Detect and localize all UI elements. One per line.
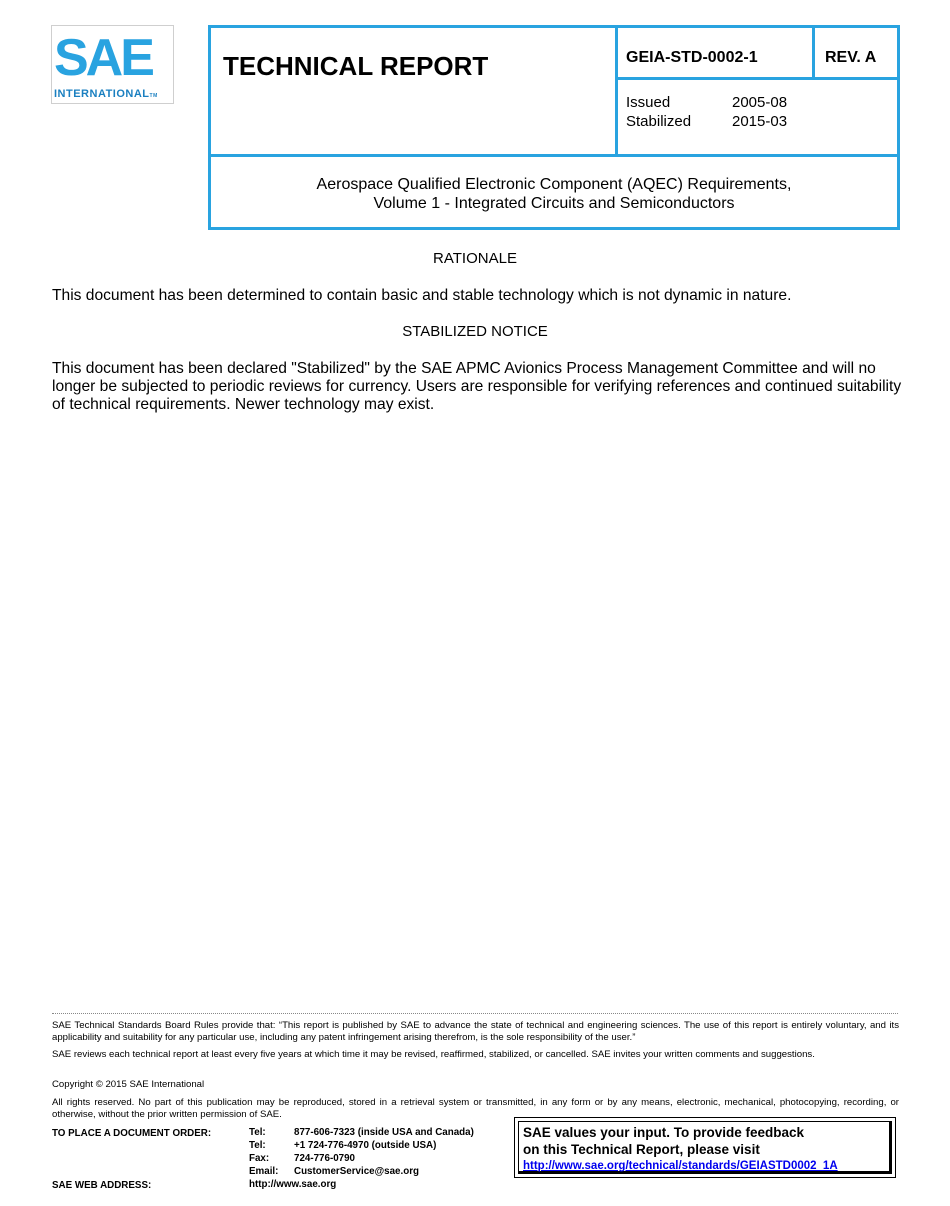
report-header bbox=[208, 25, 900, 230]
contact-email bbox=[249, 1166, 419, 1177]
issued-label: Issued bbox=[626, 94, 671, 111]
contact-tel-usa bbox=[249, 1127, 474, 1138]
sae-logo bbox=[51, 25, 174, 104]
logo-trademark: TM bbox=[149, 93, 158, 99]
contact-value: 877-606-7323 (inside USA and Canada) bbox=[294, 1127, 474, 1138]
contact-fax bbox=[249, 1153, 355, 1164]
order-label: TO PLACE A DOCUMENT ORDER: bbox=[52, 1128, 212, 1139]
revision-label: REV. A bbox=[825, 49, 877, 66]
logo-subtitle-text: INTERNATIONAL bbox=[54, 88, 150, 100]
issued-value: 2005-08 bbox=[732, 94, 788, 111]
contact-email-link[interactable]: CustomerService@sae.org bbox=[294, 1166, 419, 1177]
web-address-link[interactable]: http://www.sae.org bbox=[249, 1179, 337, 1190]
footer-divider bbox=[52, 1013, 898, 1014]
rationale-heading: RATIONALE bbox=[433, 250, 517, 267]
document-title-cell bbox=[208, 154, 900, 230]
logo-subtitle bbox=[54, 88, 158, 100]
stabilized-row bbox=[626, 113, 896, 130]
review-text: SAE reviews each technical report at least every five years at which time it may be revised, reaffirmed, stabilized, or cancelled. SAE invites your written comments and suggestions. bbox=[52, 1049, 815, 1060]
contact-label: Fax: bbox=[249, 1153, 270, 1164]
document-title-line-2: Volume 1 - Integrated Circuits and Semiconductors bbox=[373, 195, 735, 212]
revision-cell bbox=[812, 25, 900, 80]
stabilized-label: Stabilized bbox=[626, 113, 692, 130]
contact-value: +1 724-776-4970 (outside USA) bbox=[294, 1140, 437, 1151]
copyright-text: Copyright © 2015 SAE International bbox=[52, 1079, 205, 1090]
issued-row bbox=[626, 94, 896, 111]
contact-label: Tel: bbox=[249, 1127, 266, 1138]
stabilized-value: 2015-03 bbox=[732, 113, 788, 130]
document-title bbox=[211, 175, 897, 213]
web-address-row bbox=[249, 1179, 336, 1190]
standard-number-cell bbox=[615, 25, 815, 80]
feedback-box-frame bbox=[518, 1121, 892, 1174]
contact-label: Email: bbox=[249, 1166, 279, 1177]
feedback-box bbox=[514, 1117, 896, 1178]
feedback-link[interactable]: http://www.sae.org/technical/standards/GEIASTD0002_1A bbox=[523, 1160, 838, 1172]
standard-number: GEIA-STD-0002-1 bbox=[626, 49, 758, 66]
contact-label: Tel: bbox=[249, 1140, 266, 1151]
stabilized-notice-text: This document has been declared "Stabilized" by the SAE APMC Avionics Process Management Committee and will no longer be subjected to periodic reviews for currency. Users are responsible for verifying references and continued suitability of technical requirements. Newer technology may exist. bbox=[52, 360, 902, 413]
logo-wordmark: SAE bbox=[54, 29, 152, 87]
rights-text: All rights reserved. No part of this publication may be reproduced, stored in a retrieval system or transmitted, in any form or by any means, electronic, mechanical, photocopying, recording, or otherwise, without the prior written permission of SAE. bbox=[52, 1097, 899, 1120]
dates-cell bbox=[615, 77, 900, 157]
rationale-text: This document has been determined to contain basic and stable technology which is not dynamic in nature. bbox=[52, 287, 792, 304]
board-rules-text: SAE Technical Standards Board Rules provide that: “This report is published by SAE to advance the state of technical and engineering sciences. The use of this report is entirely voluntary, and its applicability and suitability for any particular use, including any patent infringement arising therefrom, is the sole responsibility of the user.” bbox=[52, 1020, 899, 1043]
report-type-title: TECHNICAL REPORT bbox=[223, 51, 489, 81]
contact-tel-intl bbox=[249, 1140, 436, 1151]
contact-value: 724-776-0790 bbox=[294, 1153, 356, 1164]
title-cell bbox=[208, 25, 618, 157]
feedback-line-2: on this Technical Report, please visit bbox=[523, 1142, 760, 1157]
document-title-line-1: Aerospace Qualified Electronic Component (AQEC) Requirements, bbox=[316, 176, 792, 193]
feedback-line-1: SAE values your input. To provide feedback bbox=[523, 1125, 805, 1140]
web-address-label: SAE WEB ADDRESS: bbox=[52, 1180, 152, 1191]
stabilized-notice-heading: STABILIZED NOTICE bbox=[402, 323, 548, 340]
